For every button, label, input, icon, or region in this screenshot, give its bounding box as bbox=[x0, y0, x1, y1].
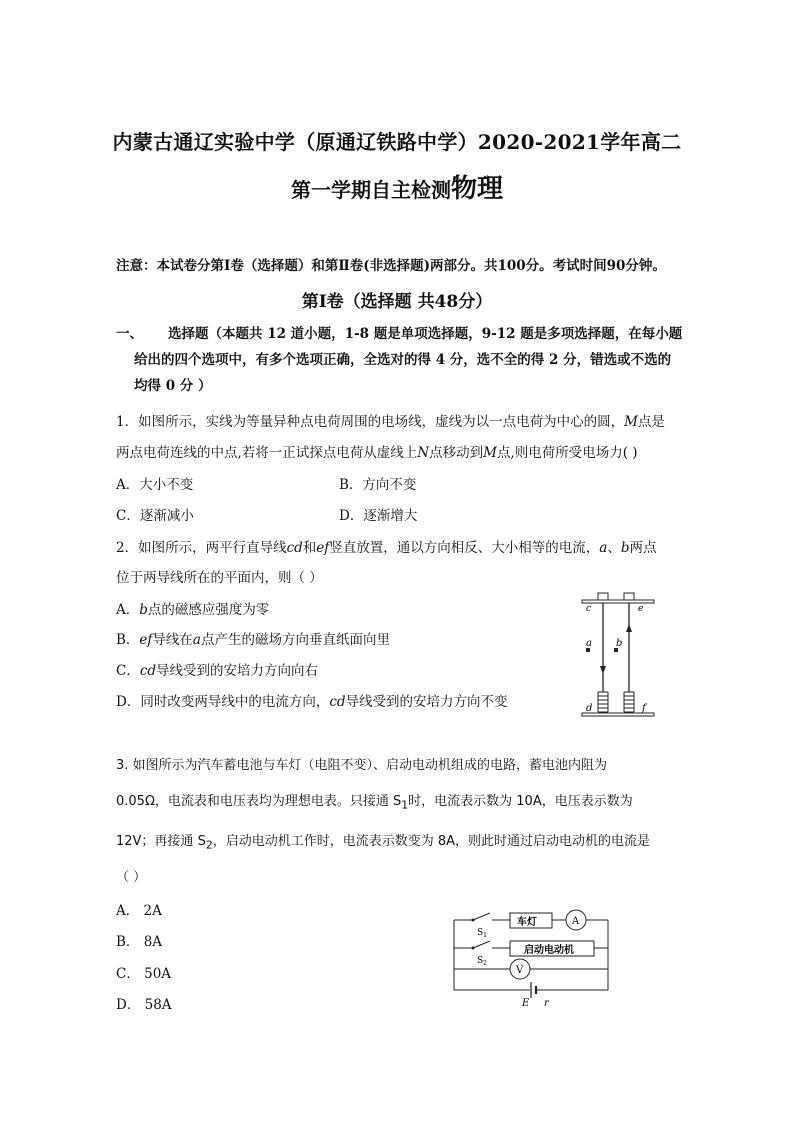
q2-option-a[interactable] bbox=[116, 598, 269, 618]
s2-subscript: 2 bbox=[483, 960, 487, 967]
option-text: 点产生的磁场方向垂直纸面向里 bbox=[200, 632, 390, 648]
q1-option-a[interactable]: A．大小不变 bbox=[116, 477, 194, 493]
option-letter: B． bbox=[116, 632, 140, 648]
q1-var-m: M bbox=[483, 445, 497, 461]
q2-text: 和 bbox=[302, 540, 317, 556]
q1-text: 两点电荷连线的中点,若将一正试探点电荷从虚线上 bbox=[116, 445, 418, 461]
q3-stem-line2 bbox=[116, 790, 633, 812]
exam-title-line2 bbox=[0, 168, 794, 205]
q2-var-b: b bbox=[620, 540, 630, 556]
q1-stem-line2 bbox=[116, 441, 638, 461]
q3-text: 0.05Ω，电流表和电压表均为理想电表。只接通 S bbox=[116, 794, 402, 809]
option-letter: A． bbox=[116, 602, 140, 618]
part-instruction-line1: 选择题（本题共 12 道小题，1-8 题是单项选择题，9-12 题是多项选择题，在每小题 bbox=[168, 326, 683, 342]
voltmeter-label: V bbox=[516, 965, 524, 976]
q2-option-c[interactable] bbox=[116, 659, 318, 679]
top-clip-left bbox=[598, 593, 608, 600]
q3-option-d[interactable]: D． 58A bbox=[116, 997, 172, 1013]
q1-stem-line1 bbox=[116, 410, 665, 430]
exam-subject: 物理 bbox=[450, 174, 503, 204]
q2-var-ef: ef bbox=[139, 632, 153, 648]
s1-label bbox=[477, 928, 487, 939]
q2-wire-figure bbox=[578, 588, 658, 728]
q2-text: 、 bbox=[607, 540, 621, 556]
q3-option-c[interactable]: C． 50A bbox=[116, 966, 172, 982]
option-letter: C． bbox=[116, 663, 140, 679]
q2-text: 两点 bbox=[629, 540, 657, 556]
q1-option-b[interactable]: B．方向不变 bbox=[339, 477, 417, 493]
q3-text: 12V；再接通 S bbox=[116, 834, 206, 849]
exam-title-prefix: 第一学期自主检测 bbox=[290, 178, 451, 202]
label-d: d bbox=[586, 703, 593, 714]
q3-text: 时，电流表示数为 10A，电压表示数为 bbox=[408, 794, 633, 809]
s2-label bbox=[477, 956, 487, 967]
q1-text: 点移动到 bbox=[429, 445, 484, 461]
q2-var-ef: ef bbox=[316, 540, 330, 556]
s2-letter: S bbox=[477, 956, 484, 966]
q1-text: 点,则电荷所受电场力( ) bbox=[496, 445, 638, 461]
internal-resistance-label: r bbox=[544, 998, 549, 1009]
label-f: f bbox=[642, 703, 646, 714]
option-text: 导线受到的安培力方向不变 bbox=[345, 694, 508, 710]
s2-blade bbox=[473, 941, 490, 948]
q2-var-cd: cd bbox=[329, 694, 346, 710]
q1-option-c[interactable]: C．逐渐减小 bbox=[116, 508, 194, 524]
q2-var-a: a bbox=[192, 632, 201, 648]
motor-label: 启动电动机 bbox=[524, 945, 574, 956]
s1-letter: S bbox=[477, 928, 484, 938]
q2-text: 2．如图所示，两平行直导线 bbox=[116, 540, 287, 556]
ammeter-label: A bbox=[572, 916, 580, 927]
q3-sub-1: 1 bbox=[401, 798, 409, 812]
current-arrow-up bbox=[626, 624, 632, 632]
s1-blade bbox=[473, 913, 490, 920]
q3-sub-2: 2 bbox=[205, 838, 213, 852]
section-title: 第Ⅰ卷（选择题 共48分） bbox=[301, 292, 493, 312]
q1-var-m: M bbox=[624, 414, 638, 430]
q3-option-b[interactable]: B． 8A bbox=[116, 934, 163, 950]
option-text: 点的磁感应强度为零 bbox=[147, 602, 270, 618]
q3-stem-line4: （ ） bbox=[116, 870, 147, 885]
part-instruction-line2: 给出的四个选项中，有多个选项正确，全选对的得 4 分，选不全的得 2 分，错选或不选的 bbox=[134, 352, 672, 368]
option-text: 导线在 bbox=[152, 632, 193, 648]
q1-option-d[interactable]: D．逐渐增大 bbox=[339, 508, 418, 524]
q2-stem-line2: 位于两导线所在的平面内，则（ ） bbox=[116, 570, 323, 586]
top-plate bbox=[582, 600, 654, 603]
q2-option-d[interactable] bbox=[116, 690, 508, 710]
q1-var-n: N bbox=[417, 445, 430, 461]
current-arrow-down bbox=[600, 666, 606, 674]
q2-var-cd: cd bbox=[139, 663, 157, 679]
q2-var-cd: cd bbox=[286, 540, 303, 556]
q1-text: 点是 bbox=[637, 414, 665, 430]
part-instruction-line3: 均得 0 分 ） bbox=[134, 378, 212, 394]
part-number: 一、 bbox=[116, 326, 143, 342]
q2-stem-line1 bbox=[116, 536, 657, 556]
q3-text: ，启动电动机工作时，电流表示数变为 8A，则此时通过启动电动机的电流是 bbox=[212, 834, 651, 849]
exam-title-line1: 内蒙古通辽实验中学（原通辽铁路中学）2020-2021学年高二 bbox=[112, 130, 682, 154]
q2-var-b: b bbox=[139, 602, 148, 618]
q3-option-a[interactable]: A． 2A bbox=[116, 903, 162, 919]
s1-subscript: 1 bbox=[483, 932, 487, 939]
emf-label: E bbox=[522, 998, 530, 1009]
exam-notice: 注意：本试卷分第Ⅰ卷（选择题）和第Ⅱ卷(非选择题)两部分。共100分。考试时间90分钟。 bbox=[116, 258, 666, 274]
spring-right bbox=[624, 692, 634, 712]
q3-circuit-figure bbox=[448, 908, 624, 1008]
q1-text: 1．如图所示，实线为等量异种点电荷周围的电场线，虚线为以一点电荷为中心的圆， bbox=[116, 414, 625, 430]
q3-stem-line1: 3. 如图所示为汽车蓄电池与车灯（电阻不变）、启动电动机组成的电路，蓄电池内阻为 bbox=[116, 758, 608, 773]
top-clip-right bbox=[624, 593, 634, 600]
q2-option-b[interactable] bbox=[116, 628, 390, 648]
label-a: a bbox=[586, 638, 592, 649]
label-b: b bbox=[616, 638, 623, 649]
label-c: c bbox=[586, 604, 592, 614]
q2-var-a: a bbox=[599, 540, 608, 556]
label-e: e bbox=[638, 604, 644, 614]
lamp-label: 车灯 bbox=[517, 917, 537, 928]
q3-stem-line3 bbox=[116, 830, 650, 852]
option-text: D．同时改变两导线中的电流方向， bbox=[116, 694, 330, 710]
spring-left bbox=[598, 692, 608, 712]
q2-text: 竖直放置，通以方向相反、大小相等的电流， bbox=[329, 540, 600, 556]
option-text: 导线受到的安培力方向向右 bbox=[156, 663, 319, 679]
